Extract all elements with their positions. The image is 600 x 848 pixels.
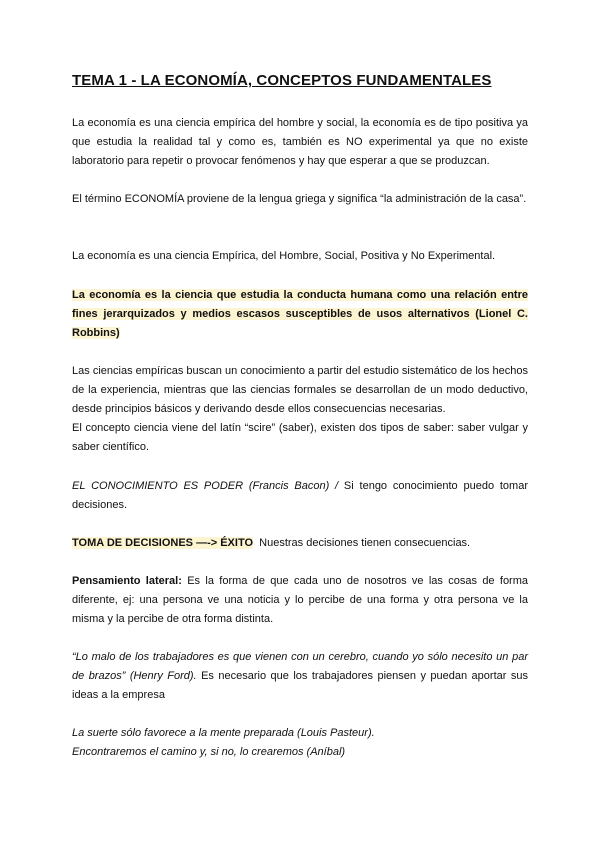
paragraph-summary: La economía es una ciencia Empírica, del Hombre, Social, Positiva y No Experimental. xyxy=(72,250,496,262)
paragraph-decision-making xyxy=(72,534,528,553)
paragraph-definition: La economía es una ciencia empírica del hombre y social, la economía es de tipo positiva ya que estudia la realidad tal y como es, también es NO experimental ya que no existe laboratorio para repetir o provocar fenómenos y hay que esperar a que se produzcan. xyxy=(72,117,528,167)
lateral-thinking-text: Es la forma de que cada uno de nosotros ve las cosas de forma diferente, ej: una persona ve una noticia y lo percibe de una forma y otra persona ve la misma y la percibe de otra forma distinta. xyxy=(72,575,528,625)
science-concept-text: El concepto ciencia viene del latín “scire” (saber), existen dos tipos de saber: saber vulgar y saber científico. xyxy=(72,422,528,453)
paragraph-etymology: El término ECONOMÍA proviene de la lengua griega y significa “la administración de la casa”. xyxy=(72,193,527,205)
decision-making-text: Nuestras decisiones tienen consecuencias. xyxy=(259,537,471,549)
paragraph-lateral-thinking xyxy=(72,572,528,629)
pasteur-quote: La suerte sólo favorece a la mente preparada (Louis Pasteur). xyxy=(72,727,375,739)
paragraph-bacon xyxy=(72,477,528,515)
paragraph-empirical-sciences xyxy=(72,362,528,457)
bacon-quote: EL CONOCIMIENTO ES PODER (Francis Bacon) / xyxy=(72,480,339,492)
highlighted-definition: La economía es la ciencia que estudia la conducta humana como una relación entre fines jerarquizados y medios escasos susceptibles de usos alternativos (Lionel C. Robbins) xyxy=(72,289,528,339)
paragraph-robbins-definition xyxy=(72,286,528,343)
henry-ford-quote: “Lo malo de los trabajadores es que vienen con un cerebro, cuando yo sólo necesito un par de brazos” (Henry Ford). xyxy=(72,651,528,682)
henry-ford-comment: Es necesario que los trabajadores piensen y puedan aportar sus ideas a la empresa xyxy=(72,670,528,701)
decision-making-label: TOMA DE DECISIONES —-> ÉXITO xyxy=(72,537,254,549)
paragraph-henry-ford xyxy=(72,648,528,705)
lateral-thinking-label: Pensamiento lateral: xyxy=(72,575,182,587)
empirical-sciences-text: Las ciencias empíricas buscan un conocimiento a partir del estudio sistemático de los hechos de la experiencia, mientras que las ciencias formales se desarrollan de un modo deductivo, desde principios básicos y derivando desde ellos consecuencias necesarias. xyxy=(72,365,528,415)
page-title: TEMA 1 - LA ECONOMÍA, CONCEPTOS FUNDAMENTALES xyxy=(72,72,492,89)
paragraph-closing-quotes xyxy=(72,724,528,762)
anibal-quote: Encontraremos el camino y, si no, lo crearemos (Aníbal) xyxy=(72,746,346,758)
bacon-comment: Si tengo conocimiento puedo tomar decisiones. xyxy=(72,480,528,511)
